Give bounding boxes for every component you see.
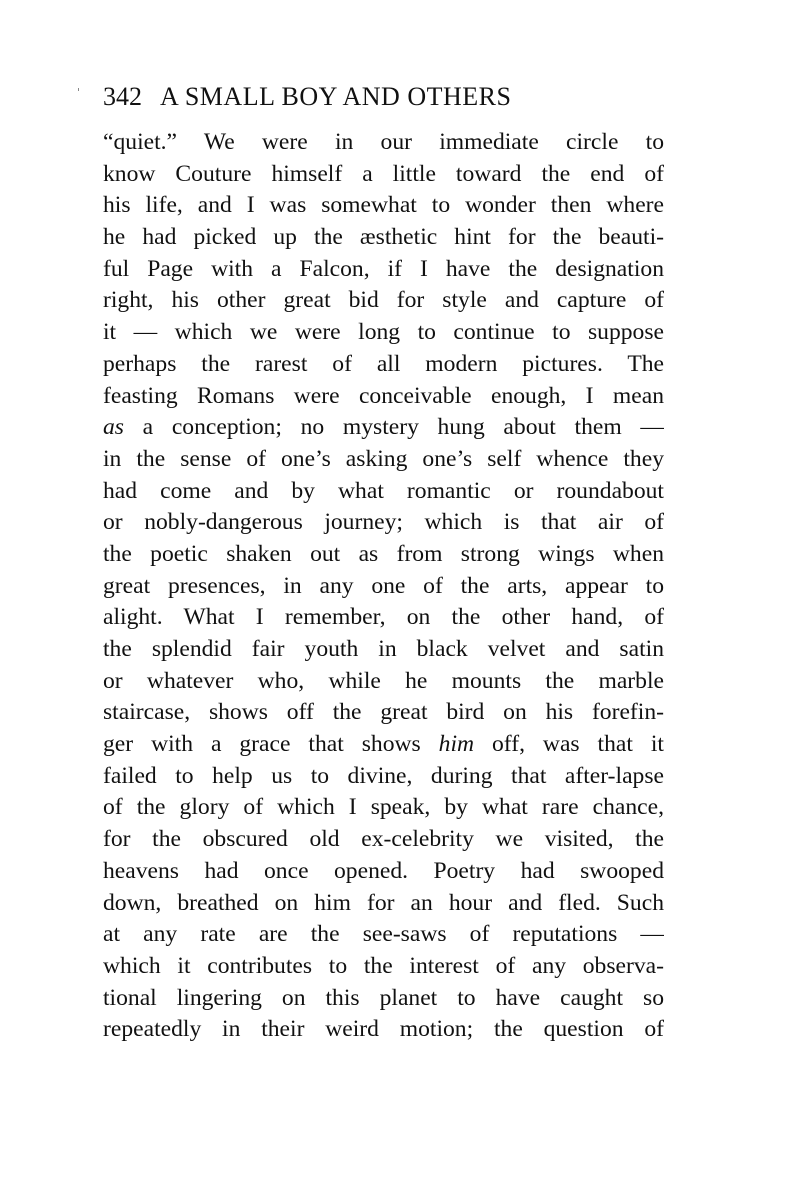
text-run: ful Page with a Falcon, if I have the designation xyxy=(103,255,664,282)
text-run: of the glory of which I speak, by what rare chance, xyxy=(103,794,664,821)
text-run: repeatedly in their weird motion; the question of xyxy=(103,1016,664,1043)
text-line xyxy=(103,824,664,856)
italic-text: as xyxy=(103,414,124,441)
text-run: his life, and I was somewhat to wonder then where xyxy=(103,192,664,219)
text-line xyxy=(103,1014,664,1046)
text-line xyxy=(103,507,664,539)
text-run: it — which we were long to continue to suppose xyxy=(103,319,664,346)
text-run: great presences, in any one of the arts, appear to xyxy=(103,572,664,599)
text-line xyxy=(103,412,664,444)
text-line xyxy=(103,254,664,286)
text-run: perhaps the rarest of all modern pictures. The xyxy=(103,350,664,377)
text-line xyxy=(103,285,664,317)
text-run: know Couture himself a little toward the end of xyxy=(103,160,664,187)
text-line xyxy=(103,856,664,888)
text-line xyxy=(103,539,664,571)
text-run: at any rate are the see-saws of reputations — xyxy=(103,921,664,948)
text-run: off, was that it xyxy=(474,731,664,758)
text-run: which it contributes to the interest of any observa- xyxy=(103,952,664,979)
text-run: the splendid fair youth in black velvet and satin xyxy=(103,636,664,662)
text-run: for the obscured old ex-celebrity we visited, the xyxy=(103,826,664,853)
book-title: A SMALL BOY AND OTHERS xyxy=(160,82,512,111)
text-run: the poetic shaken out as from strong wings when xyxy=(103,540,664,567)
text-line xyxy=(103,190,664,222)
text-line xyxy=(103,919,664,951)
text-line xyxy=(103,317,664,349)
text-line xyxy=(103,888,664,920)
text-run: in the sense of one’s asking one’s self whence they xyxy=(103,445,664,472)
text-line xyxy=(103,602,664,634)
text-run: tional lingering on this planet to have caught so xyxy=(103,984,664,1011)
italic-text: him xyxy=(438,731,475,758)
text-line xyxy=(103,476,664,508)
text-line xyxy=(103,159,664,191)
text-run: or whatever who, while he mounts the marble xyxy=(103,667,664,694)
text-run: heavens had once opened. Poetry had swooped xyxy=(103,857,664,884)
text-run: had come and by what romantic or roundabout xyxy=(103,477,664,504)
page-number: 342 xyxy=(103,82,142,111)
text-line xyxy=(103,444,664,476)
scan-speck xyxy=(78,88,79,91)
text-run: or nobly-dangerous journey; which is that air of xyxy=(103,509,664,536)
text-line xyxy=(103,634,664,666)
text-run: ger with a grace that shows xyxy=(103,731,439,758)
text-run: feasting Romans were conceivable enough, I mean xyxy=(103,382,664,409)
text-line xyxy=(103,222,664,254)
text-line xyxy=(103,666,664,698)
text-run: a conception; no mystery hung about them — xyxy=(123,414,664,441)
text-run: failed to help us to divine, during that after-lapse xyxy=(103,762,664,789)
text-line xyxy=(103,381,664,413)
text-line xyxy=(103,761,664,793)
text-line xyxy=(103,349,664,381)
text-run: staircase, shows off the great bird on his forefin- xyxy=(103,699,664,726)
text-line xyxy=(103,571,664,603)
text-line xyxy=(103,697,664,729)
text-line xyxy=(103,792,664,824)
text-run: right, his other great bid for style and capture of xyxy=(103,287,664,314)
text-line xyxy=(103,951,664,983)
text-line xyxy=(103,127,664,159)
text-run: down, breathed on him for an hour and fled. Such xyxy=(103,889,664,916)
body-text xyxy=(103,127,664,1046)
text-run: alight. What I remember, on the other hand, of xyxy=(103,604,664,631)
text-line xyxy=(103,729,664,761)
text-line xyxy=(103,983,664,1015)
text-run: he had picked up the æsthetic hint for the beauti- xyxy=(103,224,664,251)
text-run: “quiet.” We were in our immediate circle to xyxy=(103,129,664,155)
running-head xyxy=(103,81,663,113)
